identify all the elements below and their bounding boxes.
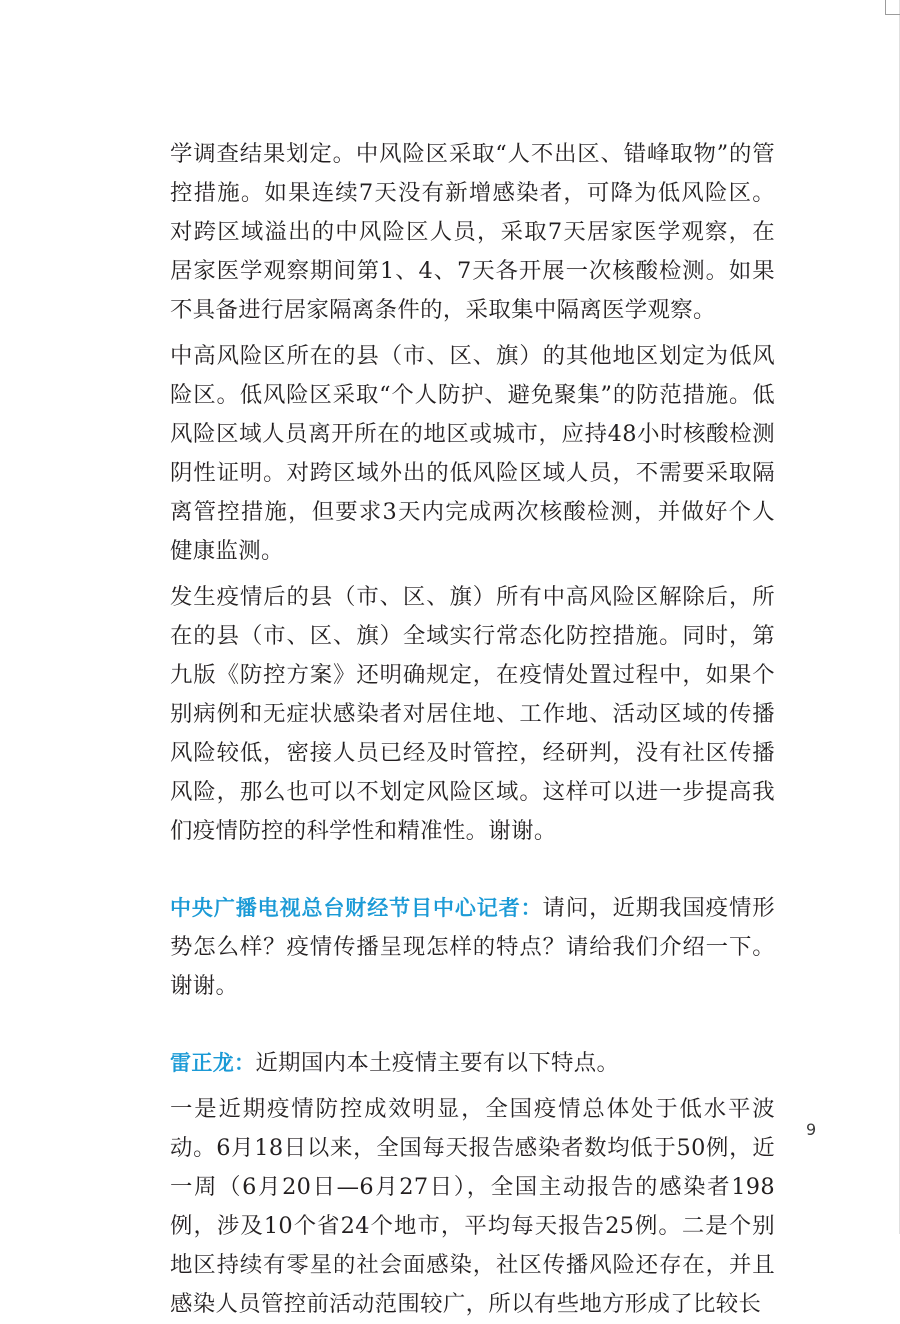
answer-block	[170, 1044, 775, 1324]
speaker-reporter: 中央广播电视总台财经节目中心记者：	[170, 896, 543, 920]
question-text: 请问，近期我国疫情形势怎么样？疫情传播呈现怎样的特点？请给我们介绍一下。谢谢。	[170, 895, 776, 999]
answer-intro-text: 近期国内本土疫情主要有以下特点。	[255, 1050, 620, 1076]
question-block	[170, 889, 775, 1006]
question-paragraph	[170, 889, 775, 1006]
answer-paragraph: 一是近期疫情防控成效明显，全国疫情总体处于低水平波动。6月18日以来，全国每天报告感染者数均低于50例，近一周（6月20日—6月27日），全国主动报告的感染者198例，涉及10个省24个地市，平均每天报告25例。二是个别地区持续有零星的社会面感染，社区传播风险还存在，并且感染人员管控前活动范围较广，所以有些地方形成了比较长	[170, 1096, 775, 1317]
page-number: 9	[806, 1120, 817, 1139]
paragraph-medium-risk: 学调查结果划定。中风险区采取“人不出区、错峰取物”的管控措施。如果连续7天没有新增感染者，可降为低风险区。对跨区域溢出的中风险区人员，采取7天居家医学观察，在居家医学观察期间第1、4、7天各开展一次核酸检测。如果不具备进行居家隔离条件的，采取集中隔离医学观察。	[170, 141, 775, 323]
answer-intro-paragraph	[170, 1044, 775, 1083]
paragraph-lifting-measures: 发生疫情后的县（市、区、旗）所有中高风险区解除后，所在的县（市、区、旗）全域实行常态化防控措施。同时，第九版《防控方案》还明确规定，在疫情处置过程中，如果个别病例和无症状感染者对居住地、工作地、活动区域的传播风险较低，密接人员已经及时管控，经研判，没有社区传播风险，那么也可以不划定风险区域。这样可以进一步提高我们疫情防控的科学性和精准性。谢谢。	[170, 584, 775, 844]
paragraph-low-risk: 中高风险区所在的县（市、区、旗）的其他地区划定为低风险区。低风险区采取“个人防护、避免聚集”的防范措施。低风险区域人员离开所在的地区或城市，应持48小时核酸检测阴性证明。对跨区域外出的低风险区域人员，不需要采取隔离管控措施，但要求3天内完成两次核酸检测，并做好个人健康监测。	[170, 343, 775, 564]
crop-mark	[885, 0, 900, 15]
speaker-lei-zhenglong: 雷正龙：	[170, 1051, 256, 1075]
page-body	[170, 135, 775, 1324]
